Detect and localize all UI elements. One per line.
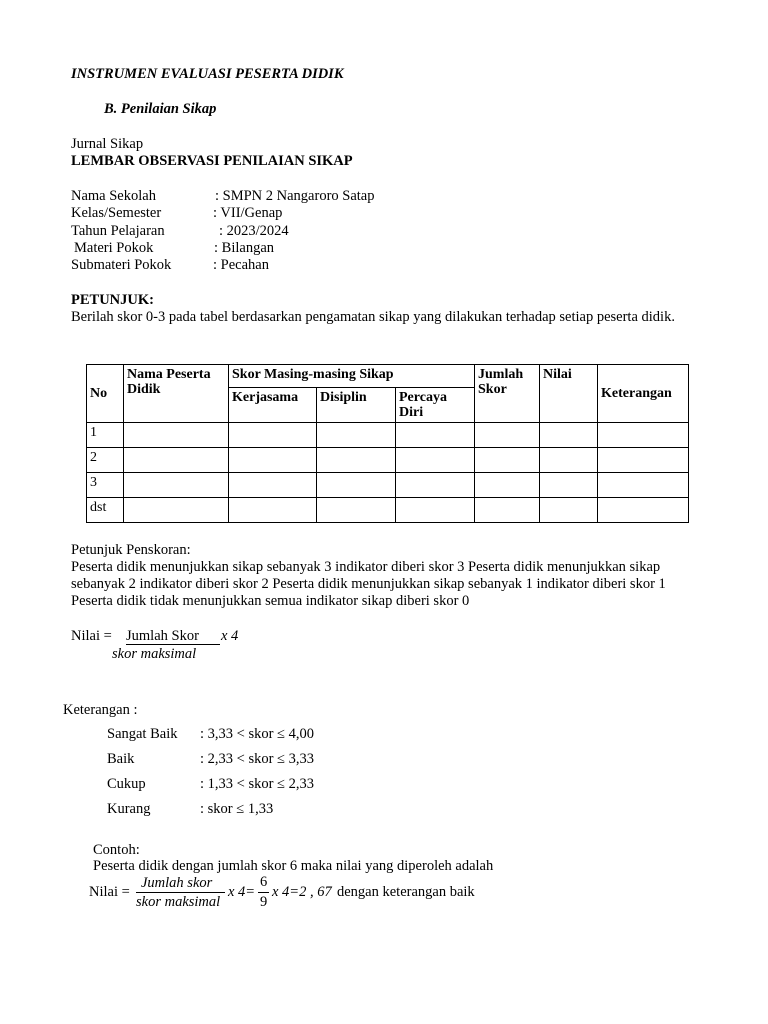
col-header-percaya-diri: Percaya Diri [396,388,475,423]
table-row [87,498,689,523]
keterangan-label: Baik [107,751,135,767]
contoh-denominator: skor maksimal [136,894,221,910]
sheet-title: LEMBAR OBSERVASI PENILAIAN SIKAP [71,153,353,169]
table-row [87,423,689,448]
info-label: Submateri Pokok [71,257,172,273]
info-value: : Pecahan [213,257,269,273]
fraction-line [258,892,269,893]
row-number: 2 [87,448,124,473]
info-value: : VII/Genap [213,205,283,221]
row-number: 1 [87,423,124,448]
contoh-nine: 9 [260,894,268,910]
row-number: dst [87,498,124,523]
col-header-keterangan: Keterangan [598,365,689,423]
keterangan-label: Sangat Baik [107,726,178,742]
keterangan-heading: Keterangan : [63,702,138,718]
observation-table [86,364,689,523]
col-header-kerjasama: Kerjasama [229,388,317,423]
col-header-nilai: Nilai [540,365,598,423]
contoh-six: 6 [260,874,268,890]
penskoran-text: Peserta didik menunjukkan sikap sebanyak 3 indikator diberi skor 3 Peserta didik menunjukkan sikap sebanyak 2 indikator diberi skor 2 Peserta didik menunjukkan sikap sebanyak 1 indikator diberi skor 1 Peserta didik tidak menunjukkan semua indikator sikap diberi skor 0 [71,559,666,609]
fraction-line [136,892,225,893]
contoh-times-a: x 4= [228,884,256,900]
contoh-heading: Contoh: [93,842,140,858]
info-value: : Bilangan [214,240,275,256]
info-label: Kelas/Semester [71,205,162,221]
contoh-text: Peserta didik dengan jumlah skor 6 maka nilai yang diperoleh adalah [93,858,494,874]
row-number: 3 [87,473,124,498]
formula-numerator: Jumlah Skor [126,628,199,644]
info-label: Tahun Pelajaran [71,223,165,239]
fraction-line [126,644,220,645]
info-label: Nama Sekolah [71,188,156,204]
contoh-suffix: dengan keterangan baik [337,884,475,900]
keterangan-range: : skor ≤ 1,33 [200,801,274,817]
jurnal-label: Jurnal Sikap [71,136,144,152]
keterangan-label: Kurang [107,801,151,817]
keterangan-range: : 3,33 < skor ≤ 4,00 [200,726,315,742]
keterangan-range: : 1,33 < skor ≤ 2,33 [200,776,315,792]
table-row [87,448,689,473]
table-row [87,473,689,498]
keterangan-label: Cukup [107,776,146,792]
contoh-numerator: Jumlah skor [141,875,213,891]
formula-times: x 4 [221,628,239,644]
col-header-jumlah: Jumlah Skor [475,365,540,423]
col-header-disiplin: Disiplin [317,388,396,423]
info-value: : SMPN 2 Nangaroro Satap [215,188,375,204]
col-header-no: No [87,365,124,423]
section-heading: B. Penilaian Sikap [104,101,217,117]
formula-denominator: skor maksimal [112,646,197,662]
petunjuk-heading: PETUNJUK: [71,292,154,308]
info-value: : 2023/2024 [219,223,289,239]
formula-label: Nilai = [71,628,112,644]
info-label: Materi Pokok [74,240,154,256]
document-title: INSTRUMEN EVALUASI PESERTA DIDIK [71,66,344,82]
contoh-nilai-label: Nilai = [89,884,130,900]
petunjuk-text: Berilah skor 0-3 pada tabel berdasarkan pengamatan sikap yang dilakukan terhadap setiap peserta didik. [71,309,675,325]
col-header-nama: Nama Peserta Didik [124,365,229,423]
contoh-times-b: x 4=2 , 67 [272,884,332,900]
keterangan-range: : 2,33 < skor ≤ 3,33 [200,751,315,767]
penskoran-heading: Petunjuk Penskoran: [71,542,191,558]
col-header-skor: Skor Masing-masing Sikap [229,365,475,388]
